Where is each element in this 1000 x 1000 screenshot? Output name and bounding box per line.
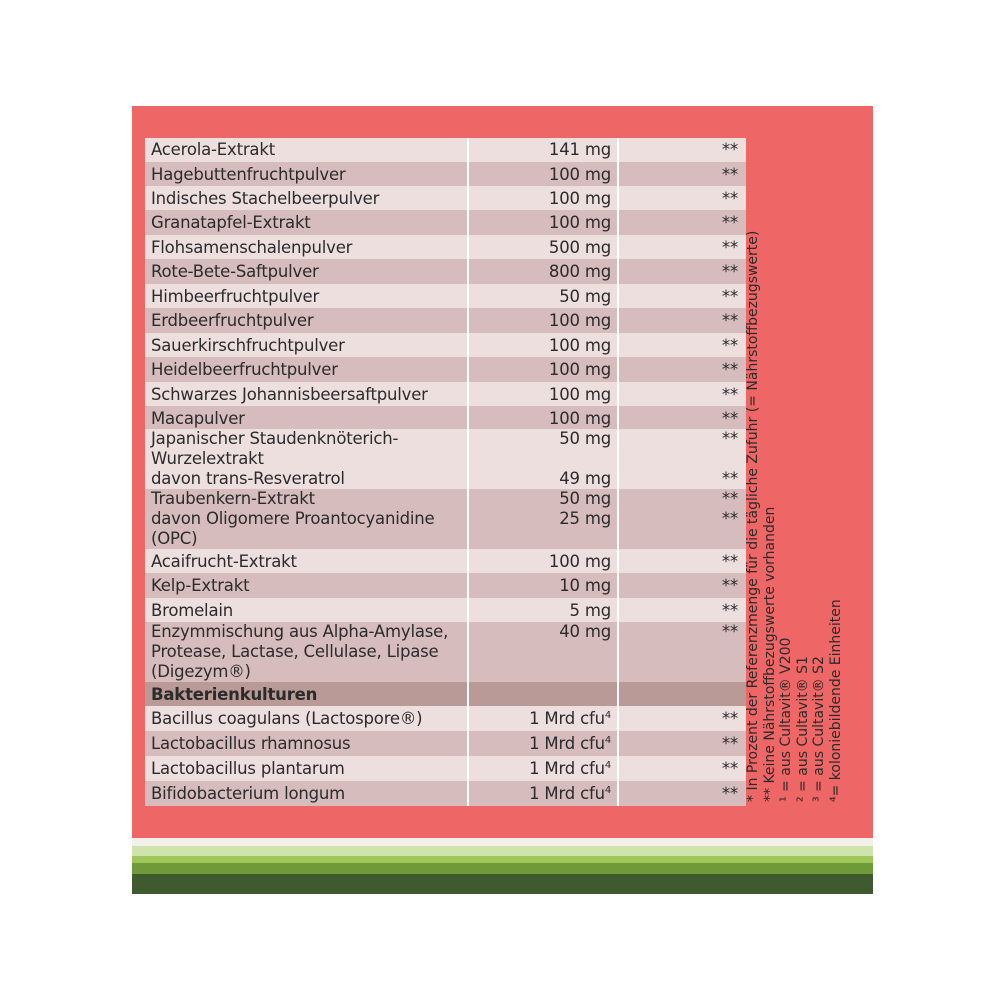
ingredient-name: [145, 138, 468, 162]
ingredient-rdv-line: **: [721, 509, 738, 528]
ingredient-name-line: Kelp-Extrakt: [151, 576, 250, 595]
ingredient-amount-line: 49 mg: [559, 469, 611, 488]
ingredient-name: [145, 210, 468, 235]
ingredient-rdv: [618, 731, 746, 756]
ingredient-amount-line: 100 mg: [548, 552, 611, 571]
ingredient-amount-line: 100 mg: [548, 213, 611, 232]
table-row: [145, 333, 746, 357]
ingredient-rdv: [618, 259, 746, 284]
ingredient-amount-line: 1 Mrd cfu: [529, 734, 605, 753]
footnote-marker: 4: [604, 760, 611, 771]
ingredient-rdv: [618, 598, 746, 622]
ingredient-name: [145, 598, 468, 622]
ingredient-rdv: [618, 308, 746, 333]
table-row: [145, 210, 746, 235]
ingredient-amount: [468, 731, 618, 756]
ingredient-rdv: [618, 357, 746, 382]
ingredient-rdv-line: [619, 449, 738, 469]
ingredient-name: [145, 549, 468, 573]
ingredient-rdv-line: **: [721, 552, 738, 571]
ingredient-amount: [468, 781, 618, 806]
footnote-marker: 4: [604, 785, 611, 796]
ingredient-amount-line: 50 mg: [559, 429, 611, 448]
table-row: [145, 259, 746, 284]
ingredient-name: [145, 284, 468, 308]
ingredient-rdv-line: [619, 662, 738, 682]
ingredient-name-line: davon trans-Resveratrol: [151, 469, 345, 488]
ingredient-name-line: Bifidobacterium longum: [151, 784, 346, 803]
table-row: [145, 489, 746, 549]
ingredient-name-line: Erdbeerfruchtpulver: [151, 311, 314, 330]
ingredient-amount-line: [469, 662, 611, 682]
ingredient-rdv: [618, 489, 746, 549]
table-row: [145, 308, 746, 333]
ingredient-name: [145, 357, 468, 382]
ingredient-name-line: Heidelbeerfruchtpulver: [151, 360, 338, 379]
ingredient-name: [145, 781, 468, 806]
ingredient-amount-line: [469, 449, 611, 469]
ingredient-name-line: Sauerkirschfruchtpulver: [151, 336, 345, 355]
ingredient-amount: [468, 489, 618, 549]
ingredient-rdv-line: **: [721, 385, 738, 404]
ingredient-table: [145, 138, 746, 806]
footnotes: [745, 102, 877, 802]
ingredient-name-line: Indisches Stachelbeerpulver: [151, 189, 380, 208]
ingredient-rdv: [618, 781, 746, 806]
ingredient-amount-line: 5 mg: [569, 601, 611, 620]
ingredient-name-line: Granatapfel-Extrakt: [151, 213, 311, 232]
table-row: [145, 235, 746, 259]
ingredient-rdv-line: [619, 685, 738, 705]
table-row: [145, 284, 746, 308]
ingredient-amount: [468, 357, 618, 382]
footnote-line: ** Keine Nährstoffbezugswerte vorhanden: [761, 506, 778, 802]
ingredient-amount: [468, 162, 618, 186]
table-row: [145, 382, 746, 406]
ingredient-name: [145, 489, 468, 549]
ingredient-rdv: [618, 284, 746, 308]
ingredient-amount: [468, 706, 618, 731]
ingredient-amount-line: 10 mg: [559, 576, 611, 595]
ingredient-name: [145, 756, 468, 781]
ingredient-rdv-line: **: [721, 489, 738, 508]
table-row: [145, 731, 746, 756]
ingredient-name-line: Macapulver: [151, 409, 245, 428]
ingredient-rdv: [618, 382, 746, 406]
ingredient-name-line: Lactobacillus rhamnosus: [151, 734, 351, 753]
ingredient-name-line: Japanischer Staudenknöterich-: [151, 429, 399, 448]
ingredient-amount: [468, 186, 618, 210]
ingredient-rdv-line: **: [721, 409, 738, 428]
table-row: [145, 598, 746, 622]
stripe-dark-green: [132, 874, 873, 894]
ingredient-amount-line: [469, 529, 611, 549]
ingredient-amount: [468, 429, 618, 489]
ingredient-rdv-line: **: [721, 165, 738, 184]
footnote-marker: 4: [604, 710, 611, 721]
ingredient-rdv-line: **: [721, 238, 738, 257]
ingredient-name-line: Lactobacillus plantarum: [151, 759, 345, 778]
ingredient-rdv-line: **: [721, 709, 738, 728]
ingredient-amount: [468, 573, 618, 598]
ingredient-amount: [468, 682, 618, 706]
ingredient-amount: [468, 406, 618, 429]
ingredient-name-line: Bromelain: [151, 601, 233, 620]
table-row: [145, 756, 746, 781]
ingredient-name-line: Hagebuttenfruchtpulver: [151, 165, 346, 184]
ingredient-rdv-line: **: [721, 213, 738, 232]
footnote-line: ³ = aus Cultavit® S2: [811, 656, 827, 802]
ingredient-rdv-line: **: [721, 734, 738, 753]
ingredient-amount-line: 100 mg: [548, 189, 611, 208]
stripe-cream: [132, 838, 873, 846]
table-row: [145, 706, 746, 731]
ingredient-name-line: (Digezym®): [151, 662, 251, 681]
ingredient-amount-line: 100 mg: [548, 165, 611, 184]
ingredient-rdv: [618, 186, 746, 210]
ingredient-rdv-line: **: [721, 429, 738, 448]
table-row: [145, 622, 746, 682]
ingredient-name: [145, 259, 468, 284]
ingredient-rdv-line: **: [721, 784, 738, 803]
ingredient-amount: [468, 333, 618, 357]
footnote-line: * In Prozent der Referenzmenge für die tägliche Zufuhr (= Nährstoffbezugswerte): [745, 230, 761, 802]
ingredient-rdv: [618, 706, 746, 731]
ingredient-rdv-line: **: [721, 360, 738, 379]
ingredient-rdv: [618, 210, 746, 235]
ingredient-amount-line: 1 Mrd cfu: [529, 759, 605, 778]
ingredient-name-line: Acaifrucht-Extrakt: [151, 552, 297, 571]
table-row: [145, 357, 746, 382]
table-row: [145, 162, 746, 186]
ingredient-name: [145, 731, 468, 756]
stripe-pale-green: [132, 846, 873, 856]
table-row: [145, 429, 746, 489]
ingredient-name: [145, 429, 468, 489]
ingredient-name-line: Enzymmischung aus Alpha-Amylase,: [151, 622, 449, 641]
ingredient-name-line: Bacillus coagulans (Lactospore®): [151, 709, 423, 728]
ingredient-rdv: [618, 756, 746, 781]
ingredient-rdv: [618, 549, 746, 573]
ingredient-amount-line: 40 mg: [559, 622, 611, 641]
table-row: [145, 186, 746, 210]
table-row: [145, 781, 746, 806]
ingredient-rdv: [618, 235, 746, 259]
ingredient-rdv-line: **: [721, 336, 738, 355]
ingredient-name-line: Wurzelextrakt: [151, 449, 264, 468]
ingredient-rdv: [618, 622, 746, 682]
ingredient-amount: [468, 549, 618, 573]
ingredient-rdv-line: **: [721, 189, 738, 208]
ingredient-amount: [468, 138, 618, 162]
ingredient-amount-line: 800 mg: [548, 262, 611, 281]
footnote-line: ² = aus Cultavit® S1: [794, 656, 811, 802]
ingredient-name: [145, 162, 468, 186]
ingredient-rdv-line: **: [721, 601, 738, 620]
ingredient-name-line: Schwarzes Johannisbeersaftpulver: [151, 385, 428, 404]
ingredient-name: [145, 622, 468, 682]
ingredient-rdv-line: **: [721, 287, 738, 306]
footnote-line: ⁴= koloniebildende Einheiten: [827, 599, 844, 802]
ingredient-name: [145, 186, 468, 210]
ingredient-amount: [468, 284, 618, 308]
ingredient-amount: [468, 598, 618, 622]
ingredient-name-line: Acerola-Extrakt: [151, 140, 275, 159]
stripe-light-green: [132, 856, 873, 863]
ingredient-amount-line: 1 Mrd cfu: [529, 784, 605, 803]
ingredient-name-line: Flohsamenschalenpulver: [151, 238, 353, 257]
ingredient-rdv-line: **: [721, 576, 738, 595]
ingredient-amount-line: [469, 642, 611, 662]
ingredient-amount: [468, 210, 618, 235]
ingredient-name-line: (OPC): [151, 529, 198, 548]
ingredient-rdv: [618, 138, 746, 162]
ingredient-amount: [468, 756, 618, 781]
ingredient-amount-line: 100 mg: [548, 385, 611, 404]
ingredient-name-line: Rote-Bete-Saftpulver: [151, 262, 319, 281]
ingredient-amount-line: 100 mg: [548, 311, 611, 330]
ingredient-name: [145, 333, 468, 357]
ingredient-amount-line: 50 mg: [559, 287, 611, 306]
ingredient-rdv-line: **: [721, 140, 738, 159]
ingredient-amount-line: 100 mg: [548, 336, 611, 355]
ingredient-amount: [468, 382, 618, 406]
ingredient-amount-line: 100 mg: [548, 360, 611, 379]
ingredient-amount-line: 50 mg: [559, 489, 611, 508]
ingredient-amount-line: 25 mg: [559, 509, 611, 528]
ingredient-name: [145, 682, 468, 706]
ingredient-name: [145, 235, 468, 259]
ingredient-amount-line: 141 mg: [548, 140, 611, 159]
ingredient-amount: [468, 235, 618, 259]
ingredient-rdv: [618, 333, 746, 357]
ingredient-rdv-line: [619, 642, 738, 662]
ingredient-rdv-line: **: [721, 759, 738, 778]
ingredient-rdv-line: **: [721, 262, 738, 281]
ingredient-amount-line: 100 mg: [548, 409, 611, 428]
ingredient-rdv: [618, 429, 746, 489]
ingredient-amount-line: [469, 685, 611, 705]
footnote-marker: 4: [604, 735, 611, 746]
ingredient-name-line: Protease, Lactase, Cellulase, Lipase: [151, 642, 439, 661]
ingredient-rdv-line: [619, 529, 738, 549]
ingredient-amount: [468, 259, 618, 284]
ingredient-rdv: [618, 406, 746, 429]
ingredient-name-line: Traubenkern-Extrakt: [151, 489, 315, 508]
ingredient-name: [145, 308, 468, 333]
ingredient-amount: [468, 308, 618, 333]
color-stripes: [132, 838, 873, 894]
ingredient-name: [145, 706, 468, 731]
ingredient-rdv: [618, 573, 746, 598]
ingredient-rdv: [618, 682, 746, 706]
ingredient-amount-line: 1 Mrd cfu: [529, 709, 605, 728]
table-row: [145, 549, 746, 573]
section-header-row: [145, 682, 746, 706]
footnote-line: ¹ = aus Cultavit® V200: [778, 637, 794, 802]
table-row: [145, 406, 746, 429]
ingredient-amount: [468, 622, 618, 682]
ingredient-rdv-line: **: [721, 622, 738, 641]
ingredient-name-line: davon Oligomere Proantocyanidine: [151, 509, 435, 528]
ingredient-amount-line: 500 mg: [548, 238, 611, 257]
table-row: [145, 138, 746, 162]
stripe-green: [132, 863, 873, 874]
ingredient-rdv-line: **: [721, 311, 738, 330]
ingredient-name: [145, 406, 468, 429]
ingredient-name-line: Himbeerfruchtpulver: [151, 287, 320, 306]
ingredient-name: [145, 382, 468, 406]
ingredient-name: [145, 573, 468, 598]
ingredient-rdv: [618, 162, 746, 186]
ingredient-rdv-line: **: [721, 469, 738, 488]
ingredient-name-line: Bakterienkulturen: [151, 685, 318, 704]
table-row: [145, 573, 746, 598]
